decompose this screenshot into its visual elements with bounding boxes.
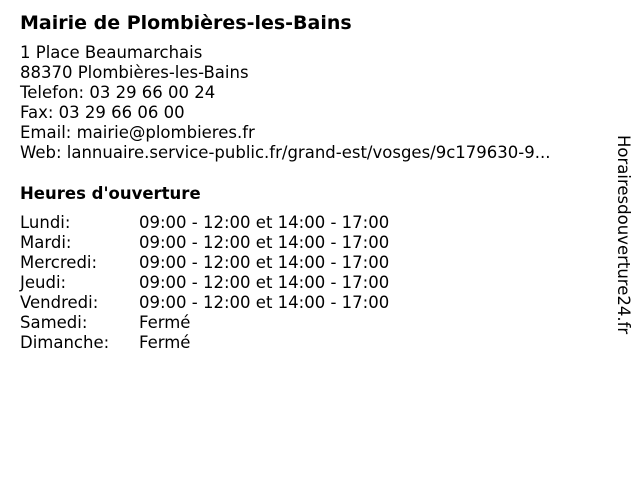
email-address: Email: mairie@plombieres.fr (20, 123, 255, 142)
phone-number: Telefon: 03 29 66 00 24 (20, 83, 216, 102)
time-range: 09:00 - 12:00 et 14:00 - 17:00 (139, 233, 390, 252)
time-range: Fermé (139, 333, 191, 352)
day-label: Samedi: (20, 313, 88, 332)
fax-number: Fax: 03 29 66 06 00 (20, 103, 185, 122)
page-title: Mairie de Plombières-les-Bains (20, 12, 352, 34)
time-range: 09:00 - 12:00 et 14:00 - 17:00 (139, 293, 390, 312)
day-label: Jeudi: (20, 273, 67, 292)
time-range: 09:00 - 12:00 et 14:00 - 17:00 (139, 253, 390, 272)
time-range: 09:00 - 12:00 et 14:00 - 17:00 (139, 213, 390, 232)
day-label: Lundi: (20, 213, 71, 232)
address-street: 1 Place Beaumarchais (20, 43, 203, 62)
day-label: Vendredi: (20, 293, 99, 312)
day-label: Mardi: (20, 233, 72, 252)
time-range: Fermé (139, 313, 191, 332)
site-brand-watermark: Horairesdouverture24.fr (614, 135, 633, 335)
contact-block (20, 43, 550, 163)
day-label: Mercredi: (20, 253, 98, 272)
website-url: Web: lannuaire.service-public.fr/grand-est/vosges/9c179630-9... (20, 143, 551, 162)
time-range: 09:00 - 12:00 et 14:00 - 17:00 (139, 273, 390, 292)
day-label: Dimanche: (20, 333, 110, 352)
hours-heading: Heures d'ouverture (20, 184, 201, 203)
address-city: 88370 Plombières-les-Bains (20, 63, 249, 82)
